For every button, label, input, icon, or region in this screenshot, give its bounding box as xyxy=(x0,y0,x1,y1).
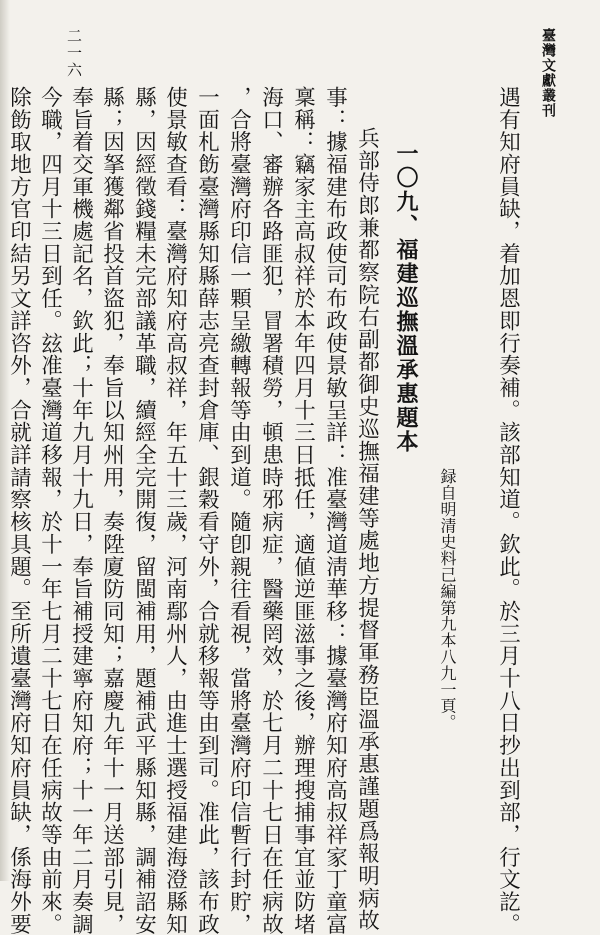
text-column-7: 海口、審辦各路匪犯，冒署積勞，頓患時邪病症，醫藥罔效，於七月二十七日在任病故 xyxy=(258,86,284,935)
text-column-4: 兵部侍郎兼都察院右副都御史巡撫福建等處地方提督軍務臣溫承惠謹題爲報明病故 xyxy=(354,127,380,932)
text-column-14: 今職，四月十三日到任。玆准臺灣道移報，於十一年七月二十七日在任病故等由前來。 xyxy=(37,86,63,935)
text-column-9: 一面札飭臺灣縣知縣薛志亮查封倉庫、銀穀看守外，合就移報等由到司。准此，該布政 xyxy=(194,86,220,935)
running-title: 臺灣文獻叢刊 xyxy=(540,28,556,118)
document-title: 一〇九、福建巡撫溫承惠題本 xyxy=(393,142,419,454)
text-column-8: ，合將臺灣府印信一顆呈繳轉報等由到道。隨卽親往看視，當將臺灣府印信暫行封貯， xyxy=(226,86,252,935)
text-column-15: 除飭取地方官印結另文詳咨外，合就詳請察核具題。至所遺臺灣府知府員缺，係海外要 xyxy=(6,86,32,935)
text-column-1: 遇有知府員缺，着加恩即行奏補。該部知道。欽此。於三月十八日抄出到部，行文訖。 xyxy=(495,86,521,935)
text-column-6: 稟稱：竊家主高叔祥於本年四月十三日抵任，適値逆匪滋事之後，辦理搜捕事宜並防堵 xyxy=(290,86,316,935)
text-column-13: 奉旨着交軍機處記名，欽此；十年九月十九日，奉旨補授建寧府知府；十一年二月奏調 xyxy=(68,86,94,935)
text-column-11: 縣，因經徵錢糧未完部議革職，續經全完開復，留閩補用，題補武平縣知縣，調補詔安 xyxy=(131,86,157,935)
text-column-12: 縣；因拏獲鄰省投首盜犯，奉旨以知州用，奏陞廈防同知；嘉慶九年十一月送部引見， xyxy=(99,86,125,935)
text-column-10: 使景敏查看：臺灣府知府高叔祥，年五十三歲，河南鄢州人，由進士選授福建海澄縣知 xyxy=(162,86,188,935)
page-number: 二一六 xyxy=(65,28,83,79)
source-citation: 録自明清史料己編第九本八九一頁。 xyxy=(438,468,457,731)
text-column-5: 事：據福建布政使司布政使景敏呈詳：准臺灣道淸華移：據臺灣府知府高叔祥家丁童富 xyxy=(322,86,348,935)
